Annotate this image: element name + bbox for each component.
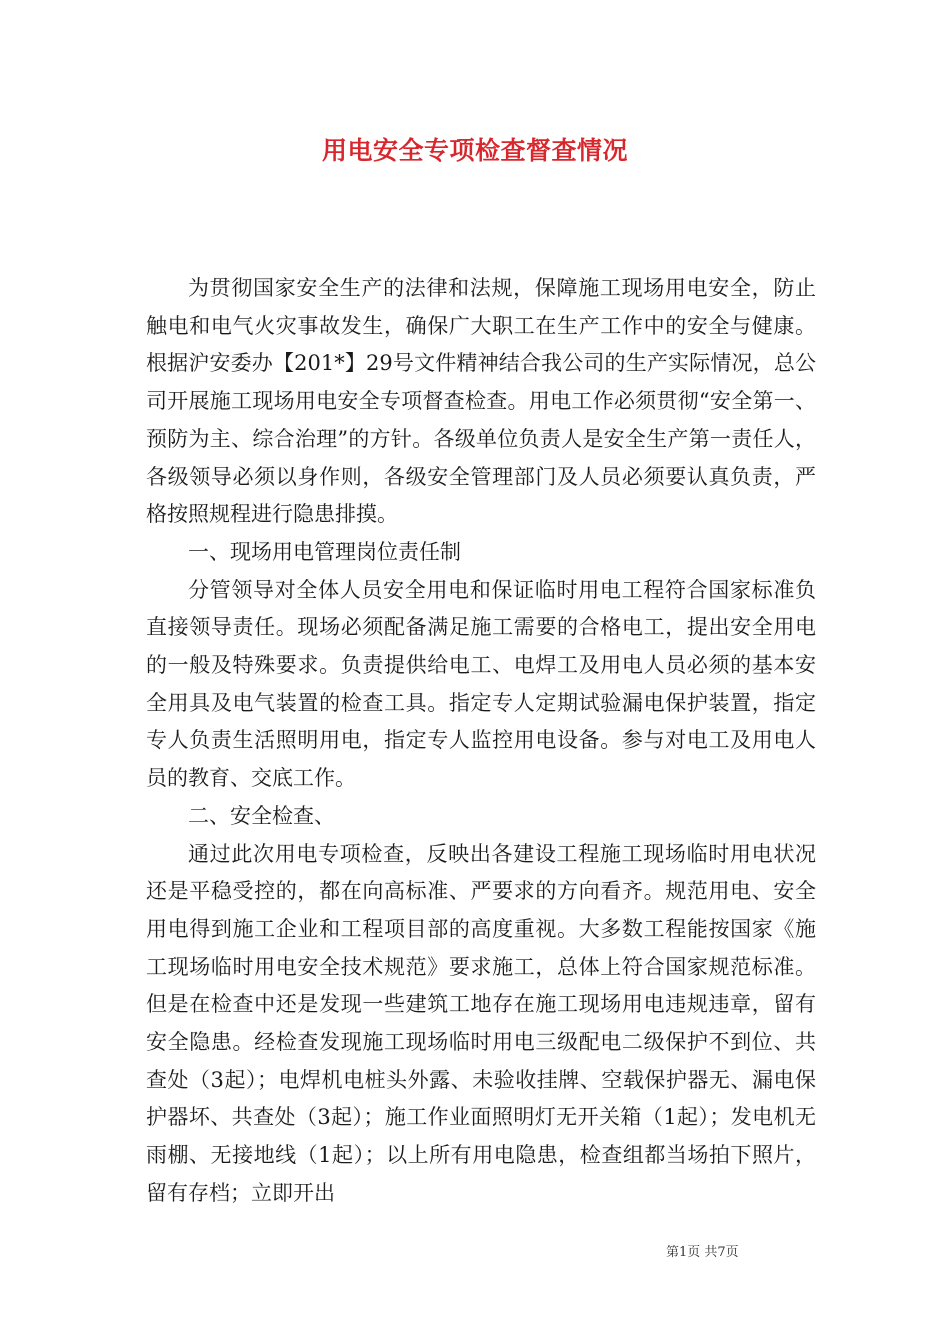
section-heading-1: 一、现场用电管理岗位责任制	[188, 539, 461, 564]
paragraph-intro: 为贯彻国家安全生产的法律和法规，保障施工现场用电安全，防止触电和电气火灾事故发生，确保广大职工在生产工作中的安全与健康。根据沪安委办【201*】29号文件精神结合我公司的生产实际情况，总公司开展施工现场用电安全专项督查检查。用电工作必须贯彻“安全第一、预防为主、综合治理”的方针。各级单位负责人是安全生产第一责任人，各级领导必须以身作则，各级安全管理部门及人员必须要认真负责，严格按照规程进行隐患排摸。	[146, 276, 816, 527]
document-title: 用电安全专项检查督查情况	[321, 136, 628, 165]
paragraph-responsibility: 分管领导对全体人员安全用电和保证临时用电工程符合国家标准负直接领导责任。现场必须配备满足施工需要的合格电工，提出安全用电的一般及特殊要求。负责提供给电工、电焊工及用电人员必须的基本安全用具及电气装置的检查工具。指定专人定期试验漏电保护装置，指定专人负责生活照明用电，指定专人监控用电设备。参与对电工及用电人员的教育、交底工作。	[146, 577, 816, 791]
paragraph-inspection: 通过此次用电专项检查，反映出各建设工程施工现场临时用电状况还是平稳受控的，都在向高标准、严要求的方向看齐。规范用电、安全用电得到施工企业和工程项目部的高度重视。大多数工程能按国家《施工现场临时用电安全技术规范》要求施工，总体上符合国家规范标准。但是在检查中还是发现一些建筑工地存在施工现场用电违规违章，留有安全隐患。经检查发现施工现场临时用电三级配电二级保护不到位、共查处（3起）；电焊机电桩头外露、未验收挂牌、空载保护器无、漏电保护器坏、共查处（3起）；施工作业面照明灯无开关箱（1起）；发电机无雨棚、无接地线（1起）；以上所有用电隐患，检查组都当场拍下照片，留有存档；立即开出	[146, 841, 816, 1205]
page-number: 第1页 共7页	[666, 1245, 739, 1260]
section-heading-2: 二、安全检查、	[188, 803, 335, 828]
document-body	[146, 270, 816, 1213]
